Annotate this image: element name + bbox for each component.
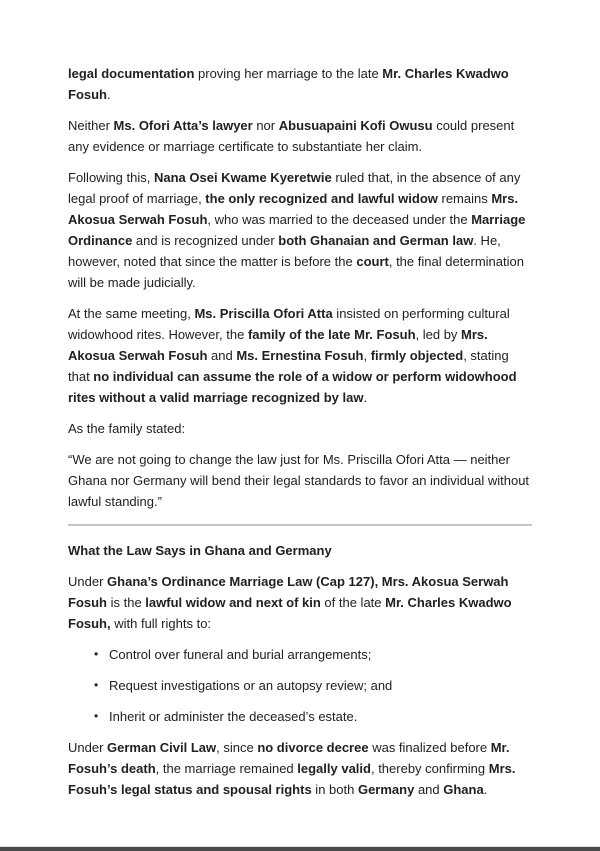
text-run: and [207, 348, 237, 363]
bold-text-run: Ms. Ernestina Fosuh [236, 348, 364, 363]
text-run: Following this, [68, 170, 154, 185]
bold-text-run: Mrs. Akosua Serwah Fosuh [68, 191, 519, 227]
text-run: . [483, 782, 488, 797]
text-run: with full rights to: [110, 616, 212, 631]
list-item [109, 644, 532, 665]
text-run: . [363, 390, 368, 405]
text-run: remains [437, 191, 492, 206]
text-run: in both [311, 782, 358, 797]
bold-text-run: Germany [357, 782, 415, 797]
bold-text-run: no individual can assume the role of a widow or perform widowhood rites without a valid marriage recognized by law [68, 369, 517, 405]
text-run: , the final determination will be made judicially. [68, 254, 524, 290]
text-run: Request investigations or an autopsy review; and [109, 678, 393, 693]
bold-text-run: family of the late Mr. Fosuh [247, 327, 416, 342]
text-run: , stating that [68, 348, 509, 384]
bold-text-run: Mr. Charles Kwadwo Fosuh [68, 66, 509, 102]
paragraph [68, 115, 532, 157]
list-item [109, 706, 532, 727]
paragraph [68, 303, 532, 408]
text-run: At the same meeting, [68, 306, 195, 321]
bold-text-run: both Ghanaian and German law [278, 233, 474, 248]
bold-text-run: firmly objected [370, 348, 464, 363]
bold-text-run: Ms. Ofori Atta’s lawyer [113, 118, 253, 133]
bold-text-run: Mr. Fosuh’s death [68, 740, 510, 776]
quote-paragraph [68, 449, 532, 512]
bold-text-run: Ms. Priscilla Ofori Atta [194, 306, 333, 321]
bold-text-run: legal documentation [68, 66, 195, 81]
bold-text-run: Mr. Charles Kwadwo Fosuh, [68, 595, 512, 631]
section-heading [68, 540, 532, 561]
list-item [109, 675, 532, 696]
paragraph [68, 63, 532, 105]
text-run: Inherit or administer the deceased’s estate. [109, 709, 358, 724]
bold-text-run: Mrs. Fosuh’s legal status and spousal rights [68, 761, 516, 797]
text-run: Control over funeral and burial arrangements; [109, 647, 372, 662]
text-run: , [363, 348, 371, 363]
bold-text-run: the only recognized and lawful widow [205, 191, 438, 206]
bold-text-run: Abusuapaini Kofi Owusu [278, 118, 433, 133]
text-run: and [414, 782, 444, 797]
bold-text-run: Marriage Ordinance [68, 212, 526, 248]
text-run: . [107, 87, 111, 102]
bold-text-run: Mrs. Akosua Serwah Fosuh [68, 327, 488, 363]
paragraph [68, 737, 532, 800]
bold-text-run: court [356, 254, 389, 269]
text-run: Neither [68, 118, 114, 133]
bold-text-run: Ghana [443, 782, 484, 797]
text-run: is the [107, 595, 146, 610]
bold-text-run: Nana Osei Kwame Kyeretwie [153, 170, 332, 185]
bold-text-run: What the Law Says in Ghana and Germany [68, 543, 332, 558]
window-bottom-edge [0, 846, 600, 851]
paragraph [68, 418, 532, 439]
text-run: ruled that, in the absence of any legal proof of marriage, [68, 170, 521, 206]
text-run: “We are not going to change the law just for Ms. Priscilla Ofori Atta — neither Ghana nor Germany will bend their legal standards to favor an individual without lawful standing.” [68, 452, 530, 509]
text-run: Under [68, 740, 108, 755]
text-run: proving her marriage to the late [194, 66, 383, 81]
paragraph [68, 167, 532, 293]
text-run: , the marriage remained [155, 761, 298, 776]
text-run: , led by [415, 327, 462, 342]
bullet-list [68, 644, 532, 727]
text-run: nor [252, 118, 279, 133]
text-run: , since [216, 740, 258, 755]
text-run: , who was married to the deceased under the [207, 212, 472, 227]
document-content [68, 63, 532, 810]
text-run: and is recognized under [132, 233, 279, 248]
text-run: could present any evidence or marriage certificate to substantiate her claim. [68, 118, 515, 154]
text-run: . He, however, noted that since the matter is before the [68, 233, 501, 269]
bold-text-run: legally valid [297, 761, 371, 776]
text-run: of the late [320, 595, 386, 610]
text-run: was finalized before [368, 740, 491, 755]
bold-text-run: no divorce decree [257, 740, 369, 755]
text-run: insisted on performing cultural widowhood rites. However, the [68, 306, 510, 342]
section-divider [68, 524, 532, 526]
bold-text-run: German Civil Law [107, 740, 217, 755]
paragraph [68, 571, 532, 634]
text-run: , thereby confirming [370, 761, 489, 776]
text-run: As the family stated: [68, 421, 186, 436]
bold-text-run: Ghana’s Ordinance Marriage Law (Cap 127), Mrs. Akosua Serwah Fosuh [68, 574, 509, 610]
text-run: Under [68, 574, 108, 589]
bold-text-run: lawful widow and next of kin [145, 595, 321, 610]
